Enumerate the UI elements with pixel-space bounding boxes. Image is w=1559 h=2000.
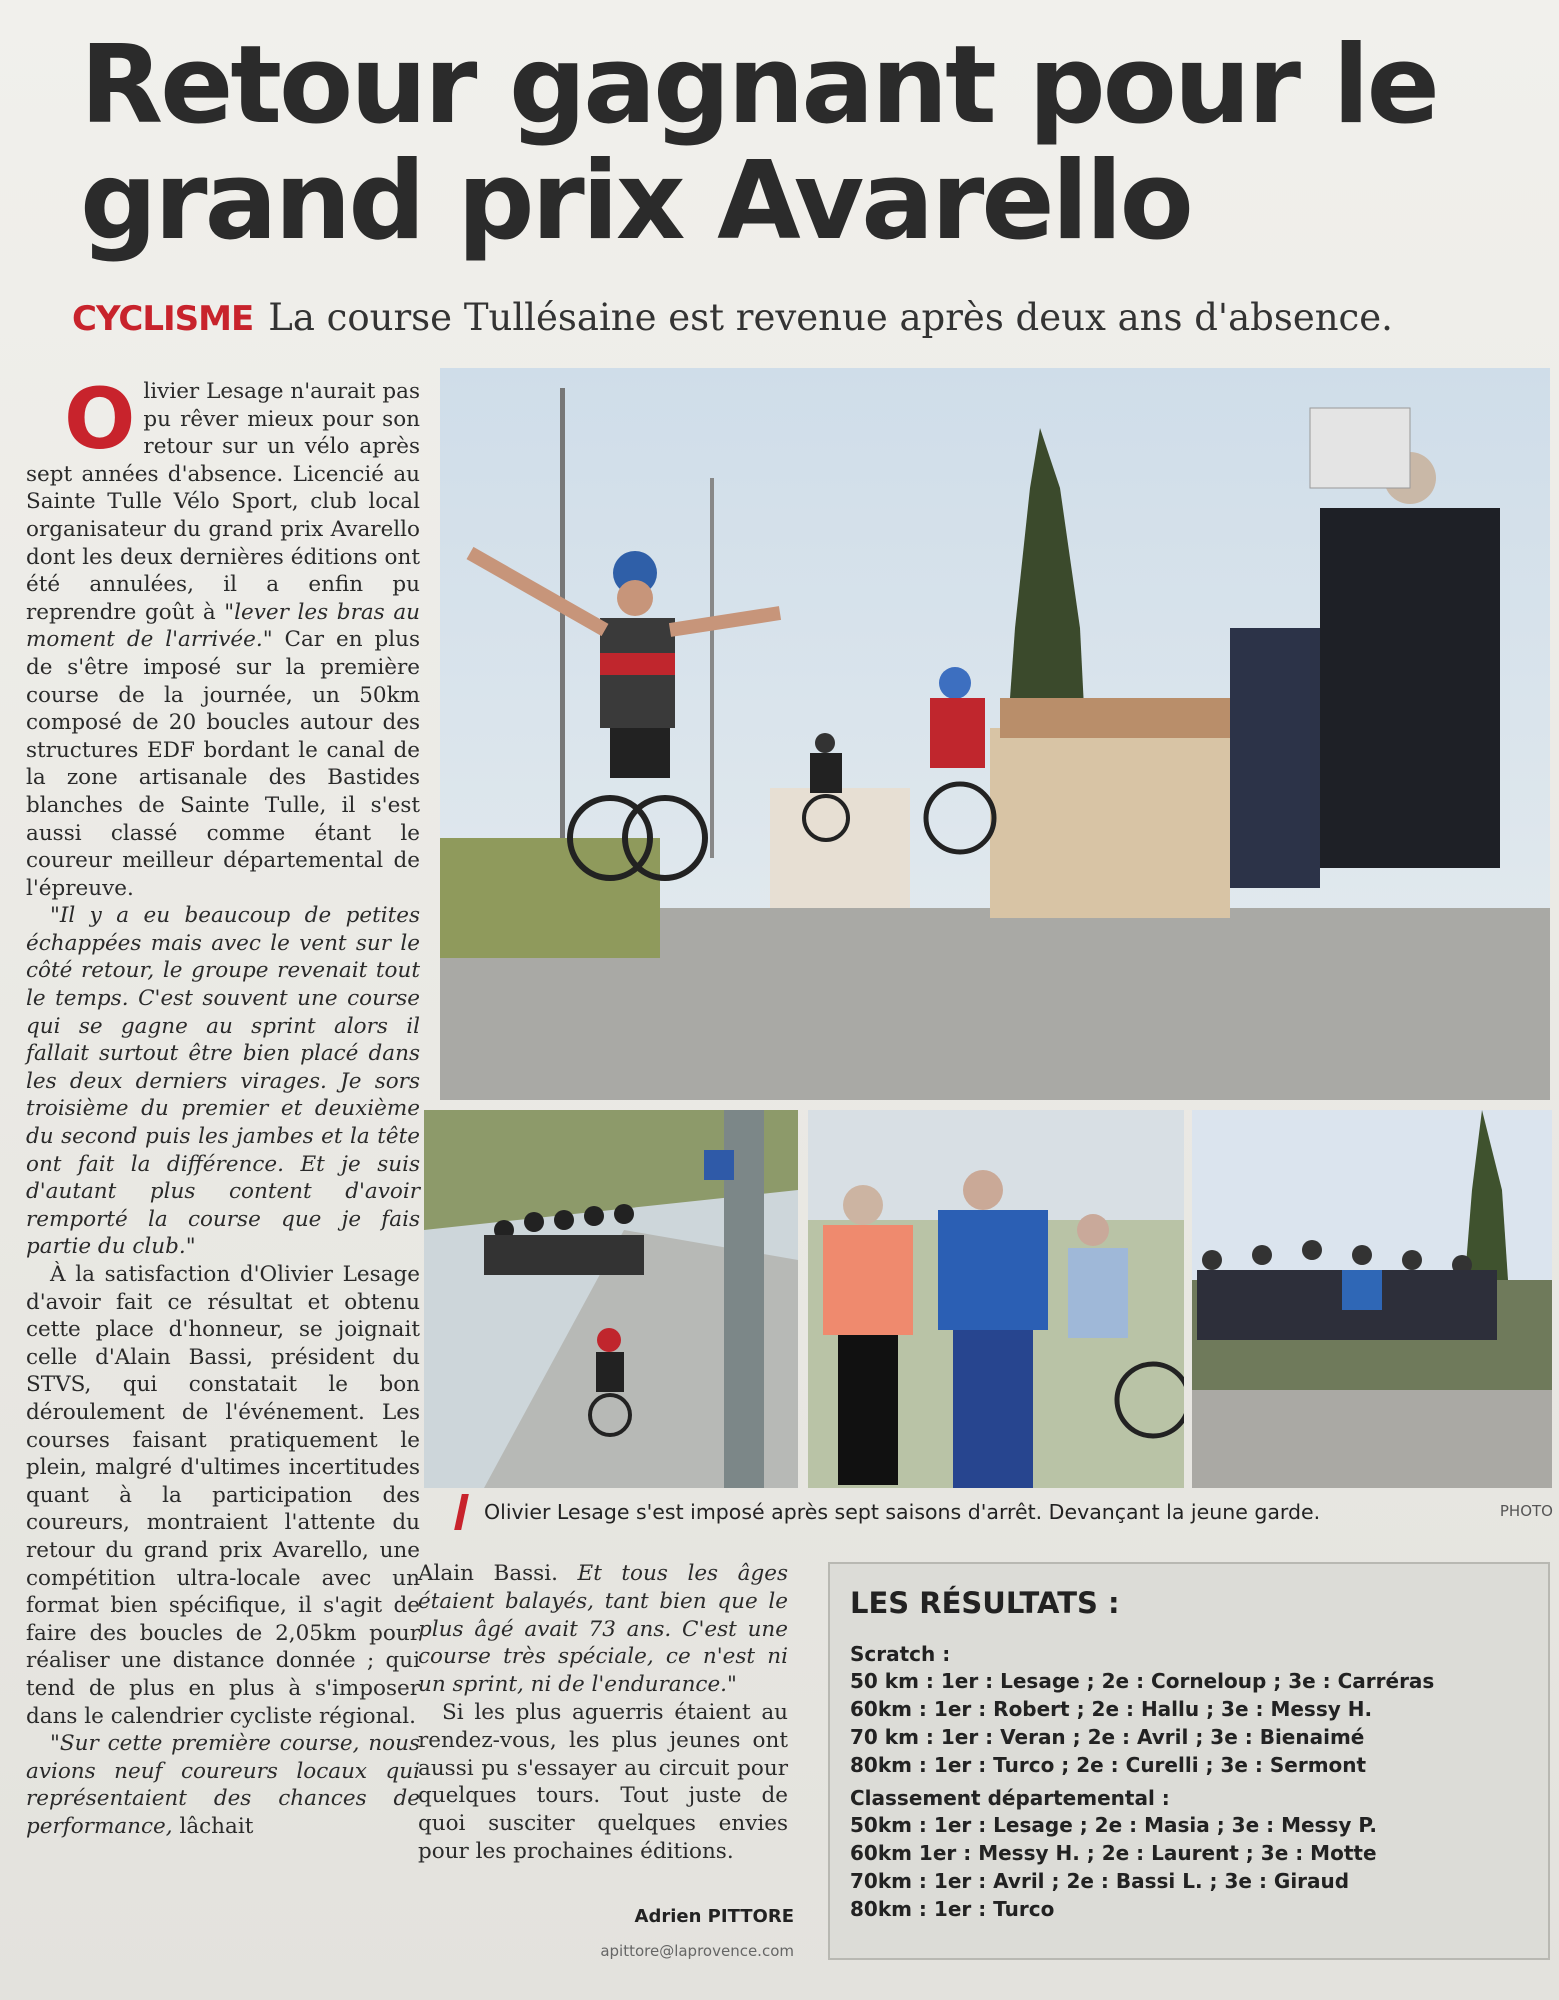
article-column-1 (26, 370, 421, 1840)
riders-group-photo-image (1192, 1110, 1552, 1488)
result-line: 80km : 1er : Turco (850, 1897, 1055, 1921)
main-photo (440, 368, 1550, 1100)
result-line: 80km : 1er : Turco ; 2e : Curelli ; 3e : Sermont (850, 1753, 1367, 1777)
result-line: 70km : 1er : Avril ; 2e : Bassi L. ; 3e : Giraud (850, 1869, 1350, 1893)
photo-area (440, 368, 1550, 1498)
paragraph-1: livier Lesage n'aurait pas pu rêver mieux pour son retour sur un vélo après sept années d'absence. Licencié au Sainte Tulle Vélo Sport, club local organisateur du grand prix Avarello dont les deux dernières éditions ont été annulées, il a enfin pu reprendre goût à "lever les bras au moment de l'arrivée." Car en plus de s'être imposé sur la première course de la journée, un 50km composé de 20 boucles autour des structures EDF bordant le canal de la zone artisanale des Bastides blanches de Sainte Tulle, il s'est aussi classé comme étant le coureur meilleur départemental de l'épreuve. (26, 379, 421, 901)
photo-credit: PHOTO (1499, 1502, 1553, 1520)
paragraph-4: Alain Bassi. Et tous les âges étaient balayés, tant bien que le plus âgé avait 73 ans. C'est une course très spéciale, ce n'est ni un sprint, ni de l'endurance." (418, 1561, 788, 1698)
peloton-photo-image (424, 1110, 798, 1488)
paragraph-2: À la satisfaction d'Olivier Lesage d'avoir fait ce résultat et obtenu cette place d'honneur, se joignait celle d'Alain Bassi, président du STVS, qui constatait le bon déroulement de l'événement. Les courses faisant pratiquement le plein, malgré d'ultimes incertitudes quant à la participation des coureurs, montraient l'attente du retour du grand prix Avarello, une compétition ultra-locale avec un format bien spécifique, il s'agit de faire des boucles de 2,05km pour réaliser une distance donnée ; qui tend de plus en plus à s'imposer dans le calendrier cycliste régional. (26, 1262, 420, 1729)
result-line: 60km 1er : Messy H. ; 2e : Laurent ; 3e : Motte (850, 1841, 1377, 1865)
departmental-label: Classement départemental : (850, 1786, 1170, 1810)
article-column-2 (418, 1560, 788, 1866)
photo-peloton (424, 1110, 798, 1488)
results-box (828, 1562, 1550, 1960)
inline-quote: "lever les bras au moment de l'arrivée." (26, 599, 420, 653)
headline-line-2: grand prix Avarello (80, 139, 1191, 264)
results-title: LES RÉSULTATS : (850, 1586, 1120, 1620)
result-line: 60km : 1er : Robert ; 2e : Hallu ; 3e : Messy H. (850, 1697, 1373, 1721)
author-email[interactable]: apittore@laprovence.com (600, 1942, 794, 1960)
result-line: 50 km : 1er : Lesage ; 2e : Corneloup ; 3e : Carréras (850, 1669, 1435, 1693)
headline-line-1: Retour gagnant pour le (80, 23, 1437, 148)
paragraph-3: "Sur cette première course, nous avions neuf coureurs locaux qui représentaient des chances de performance, lâchait (26, 1731, 420, 1839)
scratch-label: Scratch : (850, 1642, 951, 1666)
photo-spectators (808, 1110, 1184, 1488)
main-photo-image (440, 368, 1550, 1100)
author-name: Adrien PITTORE (634, 1906, 794, 1927)
photo-caption: Olivier Lesage s'est imposé après sept saisons d'arrêt. Devançant la jeune garde. (484, 1500, 1321, 1524)
result-line: 70 km : 1er : Veran ; 2e : Avril ; 3e : Bienaimé (850, 1725, 1365, 1749)
photo-riders-group (1192, 1110, 1552, 1488)
rubric-label: CYCLISME (72, 299, 254, 339)
result-line: 50km : 1er : Lesage ; 2e : Masia ; 3e : Messy P. (850, 1813, 1377, 1837)
kicker-row (72, 296, 1522, 339)
photo-caption-row (458, 1498, 1553, 1530)
spectators-photo-image (808, 1110, 1184, 1488)
quote-paragraph: "Il y a eu beaucoup de petites échappées mais avec le vent sur le côté retour, le groupe revenait tout le temps. C'est souvent une course qui se gagne au sprint alors il fallait surtout être bien placé dans les deux derniers virages. Je sors troisième du premier et deuxième du second puis les jambes et la tête ont fait la différence. Et je suis d'autant plus content d'avoir remporté la course que je fais partie du club." (26, 903, 420, 1260)
dropcap: O (64, 370, 136, 468)
paragraph-5: Si les plus aguerris étaient au rendez-vous, les plus jeunes ont aussi pu s'essayer au circuit pour quelques tours. Tout juste de quoi susciter quelques envies pour les prochaines éditions. (418, 1699, 788, 1864)
caption-marker (454, 1494, 469, 1530)
subtitle: La course Tullésaine est revenue après deux ans d'absence. (268, 296, 1393, 339)
headline (80, 23, 1480, 264)
